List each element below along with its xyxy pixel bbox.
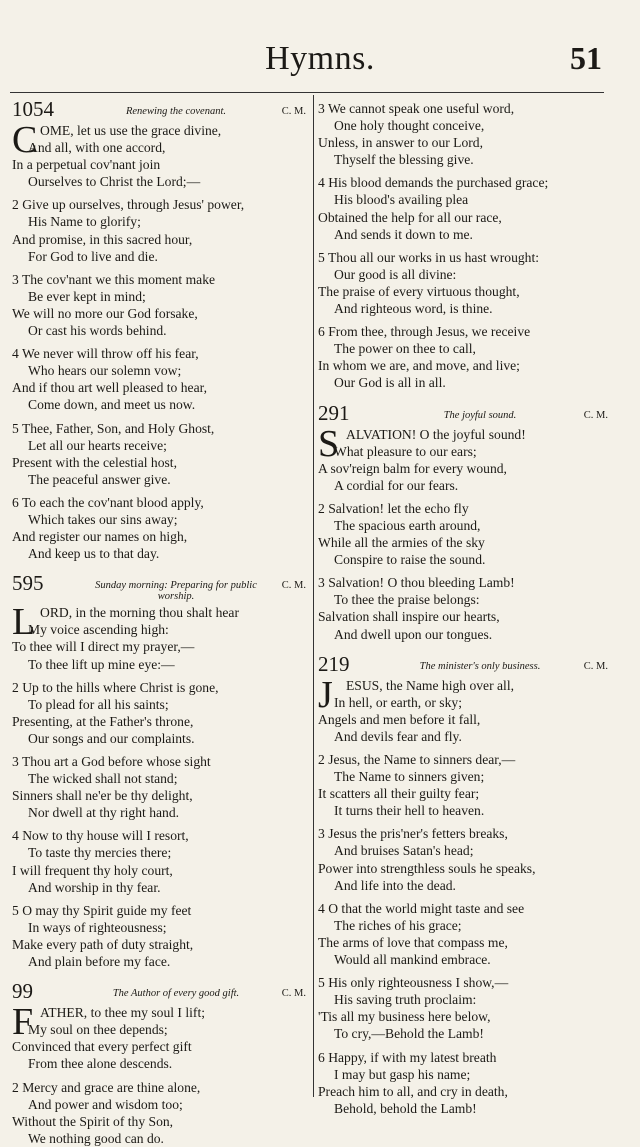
hymn-meter: C. M. (281, 580, 306, 592)
hymn-number: 99 (12, 979, 33, 1004)
left-column (12, 97, 306, 1147)
verse-line: To thee the praise belongs: (334, 592, 480, 608)
right-column (318, 100, 608, 1117)
hymn-title: The Author of every good gift. (112, 988, 240, 1000)
hymn-291 (318, 400, 608, 643)
hymn-title: Sunday morning: Preparing for public worship. (95, 580, 257, 603)
hymn-meter: C. M. (583, 660, 608, 672)
verse-line: L ORD, in the morning thou shalt hear (12, 601, 239, 644)
verse-line: Let all our hearts receive; (28, 437, 167, 453)
verse-line: Preach him to all, and cry in death, (318, 1083, 508, 1099)
verse-line: In a perpetual cov'nant join (12, 157, 161, 173)
verse-line: Come down, and meet us now. (28, 397, 196, 413)
verse-line: F ATHER, to thee my soul I lift; (12, 1001, 205, 1044)
verse-line: And plain before my face. (28, 954, 171, 970)
verse-line: The praise of every virtuous thought, (318, 283, 520, 299)
hymn-number: 595 (12, 571, 44, 596)
header-rule (10, 92, 604, 93)
verse-line: 2 Give up ourselves, through Jesus' power, (12, 197, 245, 213)
verse-line: We will no more our God forsake, (12, 305, 198, 321)
verse-line: To thee lift up mine eye:— (28, 656, 175, 672)
verse-line: I will frequent thy holy court, (12, 862, 173, 878)
verse-line: 3 Jesus the pris'ner's fetters breaks, (318, 826, 508, 842)
hymn-header (12, 571, 306, 604)
verse-line: 5 Thou all our works in us hast wrought: (318, 249, 540, 265)
verse-line: Be ever kept in mind; (28, 288, 146, 304)
verse-line: To plead for all his saints; (28, 696, 169, 712)
verse-line: And promise, in this sacred hour, (12, 231, 193, 247)
hymn-meter: C. M. (583, 409, 608, 421)
verse-line: Which takes our sins away; (28, 511, 178, 527)
verse-line: And bruises Satan's head; (334, 843, 474, 859)
verse-line: It scatters all their guilty fear; (318, 786, 480, 802)
verse-line: 6 From thee, through Jesus, we receive (318, 324, 531, 340)
verse-line: Nor dwell at thy right hand. (28, 805, 180, 821)
verse-line: 4 Now to thy house will I resort, (12, 828, 189, 844)
hymn-219 (318, 651, 608, 1117)
verse-line: Salvation shall inspire our hearts, (318, 609, 500, 625)
page-number: 51 (570, 40, 602, 76)
verse-line: 4 His blood demands the purchased grace; (318, 175, 549, 191)
hymn-title: The minister's only business. (419, 660, 541, 672)
verse-line: To thee will I direct my prayer,— (12, 639, 195, 655)
verse-line: While all the armies of the sky (318, 535, 485, 551)
verse-line: Convinced that every perfect gift (12, 1039, 192, 1055)
verse-line: His blood's availing plea (334, 192, 469, 208)
hymn-number: 291 (318, 400, 350, 425)
verse-line: 4 We never will throw off his fear, (12, 346, 199, 362)
drop-cap: J (318, 673, 333, 716)
verse-line: Our God is all in all. (334, 375, 446, 391)
verse-line: His Name to glorify; (28, 214, 141, 230)
verse-line: J ESUS, the Name high over all, (318, 673, 515, 716)
verse-line: To taste thy mercies there; (28, 845, 172, 861)
verse-line: The riches of his grace; (334, 917, 462, 933)
hymn-header (318, 400, 608, 426)
verse-line: Ourselves to Christ the Lord;— (28, 174, 201, 190)
verse-line: The arms of love that compass me, (318, 934, 508, 950)
verse-line: 3 Thou art a God before whose sight (12, 754, 211, 769)
verse-line: The power on thee to call, (334, 341, 476, 357)
verse-line: My voice ascending high: (28, 622, 169, 638)
verse-line: Our good is all divine: (334, 266, 457, 282)
verse-line: To cry,—Behold the Lamb! (334, 1026, 484, 1042)
verse-line: 2 Up to the hills where Christ is gone, (12, 679, 219, 695)
verse-line: And all, with one accord, (28, 140, 166, 156)
verse-line: Make every path of duty straight, (12, 936, 194, 952)
verse-line: 6 To each the cov'nant blood apply, (12, 494, 204, 510)
verse-line: We nothing good can do. (28, 1130, 164, 1146)
verse-line: Without the Spirit of thy Son, (12, 1113, 174, 1129)
verse-line: Or cast his words behind. (28, 323, 167, 339)
verse-line: 5 O may thy Spirit guide my feet (12, 902, 192, 918)
hymn-number: 1054 (12, 97, 54, 121)
hymn-meter: C. M. (281, 988, 306, 1000)
verse-line: 6 Happy, if with my latest breath (318, 1049, 497, 1065)
hymn-header (12, 97, 306, 122)
verse-line: And devils fear and fly. (334, 728, 462, 744)
column-divider (313, 95, 314, 1097)
verse-line: 3 The cov'nant we this moment make (12, 271, 216, 287)
verse-line: S ALVATION! O the joyful sound! (318, 422, 526, 465)
verse-line: The wicked shall not stand; (28, 771, 178, 787)
hymn-title: Renewing the covenant. (125, 106, 226, 117)
drop-cap: S (318, 422, 340, 465)
verse-line: Unless, in answer to our Lord, (318, 135, 483, 151)
verse-line: What pleasure to our ears; (334, 443, 477, 459)
verse-line: My soul on thee depends; (28, 1022, 168, 1038)
hymn-595 (12, 571, 306, 970)
verse-line: 4 O that the world might taste and see (318, 900, 525, 916)
verse-line: And dwell upon our tongues. (334, 626, 493, 642)
verse-line: The Name to sinners given; (334, 769, 485, 785)
verse-line: 5 His only righteousness I show,— (318, 975, 509, 991)
drop-cap: F (12, 1001, 34, 1044)
hymn-title: The joyful sound. (443, 409, 517, 421)
verse-line: Obtained the help for all our race, (318, 209, 502, 225)
verse-line: 2 Jesus, the Name to sinners dear,— (318, 752, 516, 767)
verse-line: Who hears our solemn vow; (28, 363, 182, 379)
verse-line: 2 Mercy and grace are thine alone, (12, 1079, 201, 1095)
page-title: Hymns. (265, 40, 375, 77)
verse-line: And righteous word, is thine. (334, 301, 493, 317)
verse-line: And sends it down to me. (334, 226, 473, 242)
verse-line: 2 Salvation! let the echo fly (318, 500, 469, 516)
verse-line: 3 We cannot speak one useful word, (318, 101, 515, 116)
verse-line: Would all mankind embrace. (334, 952, 491, 968)
verse-line: And register our names on high, (12, 529, 188, 545)
verse-line: Our songs and our complaints. (28, 730, 195, 746)
verse-line: And keep us to that day. (28, 546, 160, 562)
verse-line: And power and wisdom too; (28, 1096, 183, 1112)
verse-line: 3 Salvation! O thou bleeding Lamb! (318, 575, 515, 591)
verse-line: From thee alone descends. (28, 1056, 173, 1072)
verse-line: Thyself the blessing give. (334, 152, 474, 168)
verse-line: Behold, behold the Lamb! (334, 1100, 477, 1116)
verse-line: I may but gasp his name; (334, 1066, 471, 1082)
verse-line: Present with the celestial host, (12, 454, 177, 470)
page-header (0, 0, 640, 90)
verse-line: 5 Thee, Father, Son, and Holy Ghost, (12, 420, 215, 436)
hymn-number: 219 (318, 651, 350, 676)
verse-line: And worship in thy fear. (28, 879, 161, 895)
verse-line: A cordial for our fears. (334, 477, 459, 493)
verse-line: In ways of righteousness; (28, 919, 167, 935)
verse-line: It turns their hell to heaven. (334, 803, 485, 819)
verse-line: His saving truth proclaim: (334, 992, 477, 1008)
verse-line: A sov'reign balm for every wound, (318, 460, 507, 476)
verse-line: C OME, let us use the grace divine, (12, 119, 222, 161)
verse-line: The spacious earth around, (334, 517, 481, 533)
verse-line: Sinners shall ne'er be thy delight, (12, 788, 193, 804)
verse-line: And life into the dead. (334, 877, 456, 893)
verse-line: The peaceful answer give. (28, 471, 171, 487)
verse-line: 'Tis all my business here below, (318, 1009, 491, 1025)
hymn-1054 (12, 97, 306, 562)
hymn-99-continued (318, 100, 608, 392)
hymn-header (12, 979, 306, 1004)
drop-cap: L (12, 601, 36, 644)
hymn-header (318, 651, 608, 677)
hymn-meter: C. M. (281, 106, 306, 117)
verse-line: Power into strengthless souls he speaks, (318, 860, 536, 876)
verse-line: For God to live and die. (28, 248, 158, 264)
verse-line: Angels and men before it fall, (318, 711, 481, 727)
verse-line: In hell, or earth, or sky; (334, 694, 462, 710)
verse-line: In whom we are, and move, and live; (318, 358, 520, 374)
verse-line: And if thou art well pleased to hear, (12, 380, 207, 396)
verse-line: Conspire to raise the sound. (334, 552, 486, 568)
verse-line: Presenting, at the Father's throne, (12, 713, 194, 729)
verse-line: One holy thought conceive, (334, 118, 485, 134)
drop-cap: C (12, 119, 38, 161)
hymn-99 (12, 979, 306, 1147)
